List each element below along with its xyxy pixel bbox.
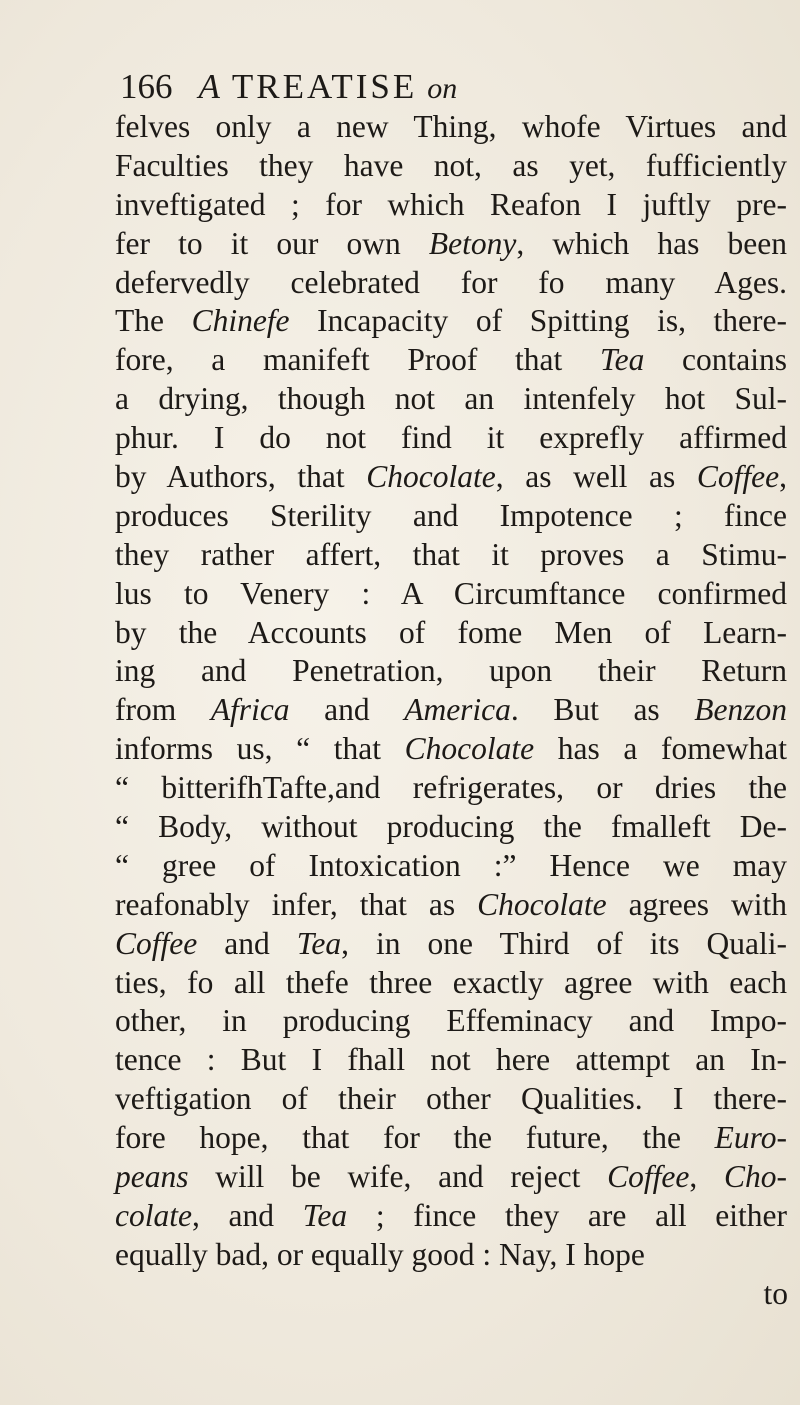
italic-word: Coffee xyxy=(696,459,780,495)
text-run: tence : But I fhall not here attempt an In- xyxy=(115,1042,787,1078)
italic-word: Euro- xyxy=(714,1120,787,1156)
text-run: reafonably infer, that as xyxy=(115,886,478,922)
text-run: ; fince they are all either xyxy=(347,1197,787,1233)
text-line xyxy=(115,1197,795,1236)
text-line xyxy=(115,964,795,1003)
text-run: fore hope, that for the future, the xyxy=(115,1120,715,1156)
header-article: A xyxy=(198,67,220,106)
text-run: , which has been xyxy=(516,225,787,261)
text-line xyxy=(115,1041,795,1080)
text-run: phur. I do not find it exprefly affirmed xyxy=(115,420,787,456)
italic-word: Chocolate xyxy=(366,459,496,495)
italic-word: colate xyxy=(115,1197,192,1233)
text-run: fore, a manifeft Proof that xyxy=(115,342,600,378)
text-run: “ bitterifhTafte,and refrigerates, or dries the xyxy=(115,770,787,806)
text-run: will be wife, and reject xyxy=(188,1159,608,1195)
text-run: lus to Venery : A Circumftance confirmed xyxy=(115,575,787,611)
text-line xyxy=(115,769,795,808)
italic-word: Betony xyxy=(428,225,517,261)
italic-word: Chocolate xyxy=(477,886,607,922)
text-line xyxy=(115,730,795,769)
text-line xyxy=(115,652,795,691)
text-line xyxy=(115,419,795,458)
italic-word: Cho- xyxy=(724,1159,788,1195)
text-run: by Authors, that xyxy=(115,459,367,495)
text-run: Faculties they have not, as yet, fufficiently xyxy=(115,147,787,183)
italic-word: Tea xyxy=(296,925,342,961)
italic-word: peans xyxy=(115,1159,189,1195)
text-run: , in one Third of its Quali- xyxy=(341,925,787,961)
italic-word: Coffee xyxy=(607,1159,690,1195)
text-run: , as well as xyxy=(495,459,697,495)
italic-word: Benzon xyxy=(694,692,788,728)
text-run: felves only a new Thing, whofe Virtues and xyxy=(115,109,787,144)
text-line xyxy=(115,847,795,886)
text-line xyxy=(115,264,795,303)
text-run: The xyxy=(115,303,192,339)
text-run: has a fomewhat xyxy=(534,731,787,767)
text-run: and xyxy=(289,692,405,728)
text-line xyxy=(115,147,795,186)
text-run: informs us, “ that xyxy=(115,731,405,767)
text-line xyxy=(115,808,795,847)
body-text xyxy=(115,108,795,1314)
text-line xyxy=(115,186,795,225)
italic-word: America xyxy=(404,692,511,728)
text-run: produces Sterility and Impotence ; fince xyxy=(115,497,787,533)
catchword: to xyxy=(763,1275,788,1311)
text-run: equally bad, or equally good : Nay, I hope xyxy=(115,1236,645,1272)
text-run: , xyxy=(779,459,787,495)
text-run: by the Accounts of fome Men of Learn- xyxy=(115,614,787,650)
text-run: ing and Penetration, upon their Return xyxy=(115,653,787,689)
text-run: , xyxy=(689,1159,725,1195)
text-line xyxy=(115,691,795,730)
text-line xyxy=(115,575,795,614)
text-run: fer to it our own xyxy=(115,225,429,261)
text-run: veftigation of their other Qualities. I there- xyxy=(115,1081,787,1117)
text-line xyxy=(115,614,795,653)
italic-word: Chinefe xyxy=(191,303,290,339)
text-run: , and xyxy=(191,1197,303,1233)
text-run: ties, fo all thefe three exactly agree with each xyxy=(115,964,787,1000)
text-line xyxy=(115,458,795,497)
text-line xyxy=(115,1119,795,1158)
text-line xyxy=(115,302,795,341)
running-header xyxy=(120,62,720,112)
text-run: Incapacity of Spitting is, there- xyxy=(289,303,787,339)
text-line xyxy=(115,108,795,147)
text-run: “ Body, without producing the fmalleft De- xyxy=(115,809,787,845)
text-run: from xyxy=(115,692,211,728)
italic-word: Tea xyxy=(599,342,645,378)
text-run: defervedly celebrated for fo many Ages. xyxy=(115,264,787,300)
header-title: TREATISE xyxy=(231,67,418,106)
italic-word: Coffee xyxy=(115,925,198,961)
italic-word: Tea xyxy=(302,1197,348,1233)
text-line xyxy=(115,380,795,419)
text-line xyxy=(115,1080,795,1119)
text-run: a drying, though not an intenfely hot Sul- xyxy=(115,381,787,417)
text-run: inveftigated ; for which Reafon I juftly pre- xyxy=(115,186,787,222)
italic-word: Africa xyxy=(210,692,290,728)
text-line xyxy=(115,1158,795,1197)
text-run: agrees with xyxy=(606,886,787,922)
italic-word: Chocolate xyxy=(404,731,535,767)
text-run: and xyxy=(197,925,297,961)
text-run: contains xyxy=(644,342,787,378)
text-line xyxy=(115,225,795,264)
text-line xyxy=(115,497,795,536)
text-line xyxy=(115,536,795,575)
text-run: they rather affert, that it proves a Stimu- xyxy=(115,536,787,572)
text-line xyxy=(115,886,795,925)
text-line xyxy=(115,1236,795,1275)
page-number: 166 xyxy=(120,67,173,106)
text-run: “ gree of Intoxication :” Hence we may xyxy=(115,847,787,883)
header-preposition: on xyxy=(427,72,458,105)
text-line xyxy=(115,341,795,380)
text-line xyxy=(115,925,795,964)
text-run: . But as xyxy=(510,692,695,728)
text-run: other, in producing Effeminacy and Impo- xyxy=(115,1003,787,1039)
text-line xyxy=(115,1002,795,1041)
